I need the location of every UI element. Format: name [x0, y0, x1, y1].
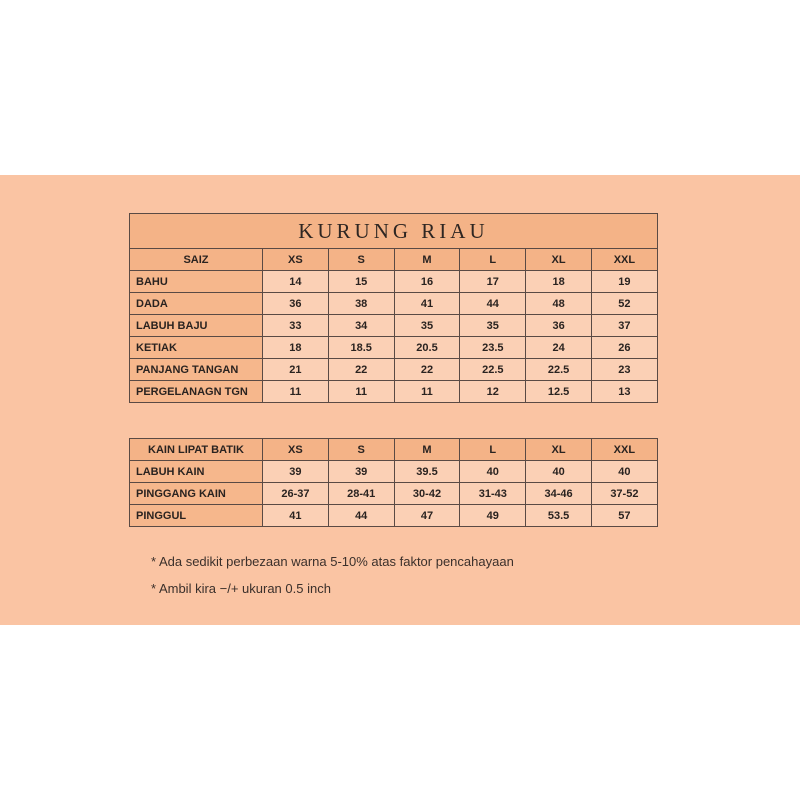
table-cell: 12.5	[526, 381, 592, 403]
table-header-row	[130, 439, 658, 461]
table-cell: 30-42	[394, 483, 460, 505]
column-header: XL	[526, 249, 592, 271]
column-header: SAIZ	[130, 249, 263, 271]
table-row	[130, 461, 658, 483]
column-header: XXL	[591, 249, 657, 271]
row-label: LABUH KAIN	[130, 461, 263, 483]
column-header: M	[394, 249, 460, 271]
table-cell: 52	[591, 293, 657, 315]
table-cell: 16	[394, 271, 460, 293]
table-cell: 37-52	[591, 483, 657, 505]
table-cell: 23.5	[460, 337, 526, 359]
table-row	[130, 483, 658, 505]
kurung-riau-size-table	[129, 213, 658, 403]
table-cell: 39	[328, 461, 394, 483]
table-header-row	[130, 249, 658, 271]
table-row	[130, 315, 658, 337]
table-cell: 28-41	[328, 483, 394, 505]
table-cell: 20.5	[394, 337, 460, 359]
table-cell: 41	[394, 293, 460, 315]
table-cell: 35	[394, 315, 460, 337]
table-cell: 17	[460, 271, 526, 293]
table-row	[130, 359, 658, 381]
note-measurement-tolerance: * Ambil kira −/+ ukuran 0.5 inch	[151, 581, 331, 596]
column-header: KAIN LIPAT BATIK	[130, 439, 263, 461]
table-cell: 14	[263, 271, 329, 293]
table-cell: 39	[263, 461, 329, 483]
table-cell: 47	[394, 505, 460, 527]
column-header: XS	[263, 249, 329, 271]
table-row	[130, 293, 658, 315]
column-header: S	[328, 249, 394, 271]
table-cell: 24	[526, 337, 592, 359]
table-cell: 22	[394, 359, 460, 381]
table-cell: 44	[328, 505, 394, 527]
table-cell: 18	[526, 271, 592, 293]
row-label: LABUH BAJU	[130, 315, 263, 337]
note-color-difference: * Ada sedikit perbezaan warna 5-10% atas faktor pencahayaan	[151, 554, 514, 569]
table-cell: 31-43	[460, 483, 526, 505]
table-cell: 35	[460, 315, 526, 337]
table-cell: 34	[328, 315, 394, 337]
table-cell: 41	[263, 505, 329, 527]
table-row	[130, 337, 658, 359]
table-row	[130, 505, 658, 527]
table-cell: 33	[263, 315, 329, 337]
table-cell: 26	[591, 337, 657, 359]
column-header: M	[394, 439, 460, 461]
row-label: BAHU	[130, 271, 263, 293]
kain-lipat-batik-size-table	[129, 438, 658, 527]
column-header: S	[328, 439, 394, 461]
kain-table-body	[130, 439, 658, 527]
table-cell: 13	[591, 381, 657, 403]
table-cell: 26-37	[263, 483, 329, 505]
table-cell: 22	[328, 359, 394, 381]
table-cell: 34-46	[526, 483, 592, 505]
table-cell: 48	[526, 293, 592, 315]
table-title-row	[130, 214, 658, 249]
table-cell: 19	[591, 271, 657, 293]
table-cell: 23	[591, 359, 657, 381]
table-cell: 53.5	[526, 505, 592, 527]
table-cell: 18	[263, 337, 329, 359]
table-cell: 36	[263, 293, 329, 315]
row-label: PINGGANG KAIN	[130, 483, 263, 505]
table-cell: 11	[394, 381, 460, 403]
row-label: PINGGUL	[130, 505, 263, 527]
table-cell: 44	[460, 293, 526, 315]
table-cell: 57	[591, 505, 657, 527]
row-label: PANJANG TANGAN	[130, 359, 263, 381]
column-header: XS	[263, 439, 329, 461]
row-label: KETIAK	[130, 337, 263, 359]
table-cell: 11	[328, 381, 394, 403]
table-cell: 39.5	[394, 461, 460, 483]
column-header: XL	[526, 439, 592, 461]
row-label: PERGELANAGN TGN	[130, 381, 263, 403]
row-label: DADA	[130, 293, 263, 315]
table-title: KURUNG RIAU	[130, 214, 658, 249]
column-header: L	[460, 439, 526, 461]
table-cell: 49	[460, 505, 526, 527]
table-cell: 40	[591, 461, 657, 483]
column-header: XXL	[591, 439, 657, 461]
table-cell: 11	[263, 381, 329, 403]
table-cell: 22.5	[460, 359, 526, 381]
table-cell: 40	[460, 461, 526, 483]
column-header: L	[460, 249, 526, 271]
table-row	[130, 381, 658, 403]
table-cell: 40	[526, 461, 592, 483]
table-cell: 21	[263, 359, 329, 381]
table-cell: 18.5	[328, 337, 394, 359]
table-cell: 12	[460, 381, 526, 403]
table-cell: 15	[328, 271, 394, 293]
table-cell: 36	[526, 315, 592, 337]
table-cell: 37	[591, 315, 657, 337]
table-row	[130, 271, 658, 293]
table-cell: 38	[328, 293, 394, 315]
size-table-body	[130, 214, 658, 403]
table-cell: 22.5	[526, 359, 592, 381]
